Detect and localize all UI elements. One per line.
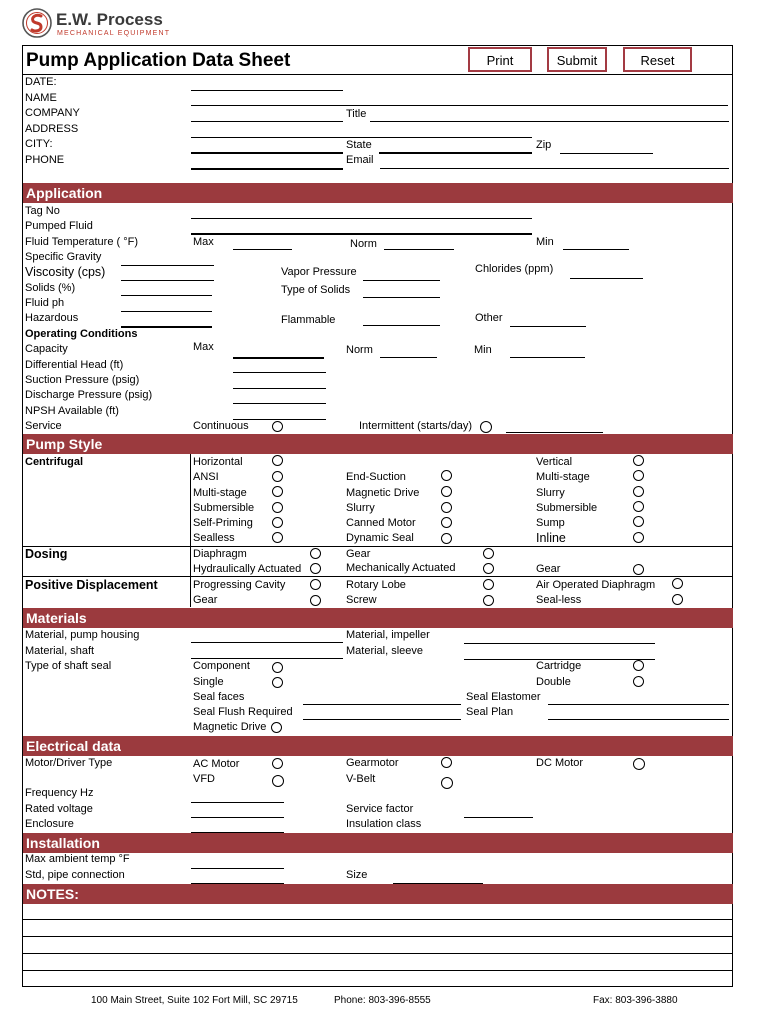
address-label: ADDRESS	[25, 123, 79, 135]
submersible-radio[interactable]	[272, 502, 283, 513]
centrifugal-divider	[23, 546, 733, 547]
dosing-label: Dosing	[25, 547, 68, 561]
sump-radio[interactable]	[633, 516, 644, 527]
continuous-radio[interactable]	[272, 421, 283, 432]
fluid-temp-label: Fluid Temperature ( °F)	[25, 236, 139, 248]
multistage-label: Multi-stage	[193, 487, 247, 499]
component-label: Component	[193, 660, 250, 672]
ansi-radio[interactable]	[272, 471, 283, 482]
pd-gear-radio[interactable]	[310, 595, 321, 606]
phone-field[interactable]	[191, 168, 343, 170]
hydraulically-actuated-label: Hydraulically Actuated	[193, 563, 302, 575]
mag-drive-label: Magnetic Drive	[193, 721, 267, 733]
capacity-max-field[interactable]	[233, 357, 324, 359]
single-label: Single	[193, 676, 224, 688]
ac-motor-radio[interactable]	[272, 758, 283, 769]
vertical-radio[interactable]	[633, 455, 644, 466]
dc-motor-label: DC Motor	[536, 757, 584, 769]
multistage-radio[interactable]	[272, 486, 283, 497]
capacity-label: Capacity	[25, 343, 68, 355]
zip-field[interactable]	[560, 153, 653, 154]
service-label: Service	[25, 420, 62, 432]
inline-radio[interactable]	[633, 532, 644, 543]
vapor-pressure-field[interactable]	[363, 280, 440, 281]
double-label: Double	[536, 676, 571, 688]
max-ambient-label: Max ambient temp °F	[25, 853, 130, 865]
enclosure-label: Enclosure	[25, 818, 74, 830]
self-priming-label: Self-Priming	[193, 517, 253, 529]
seal-plan-field[interactable]	[548, 719, 729, 720]
temp-norm-field[interactable]	[384, 249, 454, 250]
end-suction-radio[interactable]	[441, 470, 452, 481]
vertical-slurry-radio[interactable]	[633, 486, 644, 497]
screw-label: Screw	[346, 594, 377, 606]
type-of-solids-label: Type of Solids	[281, 284, 351, 296]
cartridge-radio[interactable]	[633, 660, 644, 671]
seal-elastomer-label: Seal Elastomer	[466, 691, 541, 703]
flammable-label: Flammable	[281, 314, 336, 326]
frequency-field[interactable]	[191, 802, 284, 803]
title-divider	[22, 74, 733, 75]
impeller-field[interactable]	[464, 643, 655, 644]
insulation-label: Insulation class	[346, 818, 422, 830]
notes-line[interactable]	[23, 919, 733, 920]
service-factor-label: Service factor	[346, 803, 414, 815]
installation-heading: Installation	[23, 833, 733, 853]
dosing-gear-radio[interactable]	[483, 548, 494, 559]
self-priming-radio[interactable]	[272, 517, 283, 528]
pumped-fluid-label: Pumped Fluid	[25, 220, 93, 232]
ansi-label: ANSI	[193, 471, 219, 483]
mechanically-actuated-radio[interactable]	[483, 563, 494, 574]
seal-less-label: Seal-less	[536, 594, 582, 606]
temp-min-label: Min	[536, 236, 554, 248]
rated-voltage-label: Rated voltage	[25, 803, 93, 815]
vfd-label: VFD	[193, 773, 215, 785]
diaphragm-label: Diaphragm	[193, 548, 247, 560]
inline-label: Inline	[536, 531, 566, 545]
single-radio[interactable]	[272, 677, 283, 688]
intermittent-radio[interactable]	[480, 421, 492, 433]
discharge-pressure-label: Discharge Pressure (psig)	[25, 389, 153, 401]
dosing-divider	[23, 576, 733, 577]
sump-label: Sump	[536, 517, 565, 529]
slurry-label: Slurry	[346, 502, 375, 514]
suction-pressure-field[interactable]	[233, 388, 326, 389]
solids-label: Solids (%)	[25, 282, 76, 294]
hydraulically-actuated-radio[interactable]	[310, 563, 321, 574]
gearmotor-radio[interactable]	[441, 757, 452, 768]
centrifugal-label: Centrifugal	[25, 456, 84, 468]
horizontal-label: Horizontal	[193, 456, 243, 468]
sealless-label: Sealless	[193, 532, 235, 544]
discharge-pressure-field[interactable]	[233, 403, 326, 404]
canned-motor-radio[interactable]	[441, 517, 452, 528]
email-label: Email	[346, 154, 374, 166]
gearmotor-label: Gearmotor	[346, 757, 399, 769]
dynamic-seal-radio[interactable]	[441, 533, 452, 544]
notes-line[interactable]	[23, 936, 733, 937]
diaphragm-radio[interactable]	[310, 548, 321, 559]
seal-elastomer-field[interactable]	[548, 704, 729, 705]
continuous-label: Continuous	[193, 420, 249, 432]
progressing-cavity-label: Progressing Cavity	[193, 579, 286, 591]
pump-style-divider	[190, 454, 191, 607]
driver-type-label: Motor/Driver Type	[25, 757, 113, 769]
intermittent-field[interactable]	[506, 432, 603, 433]
fluid-ph-field[interactable]	[121, 311, 212, 312]
magnetic-drive-label: Magnetic Drive	[346, 487, 420, 499]
rotary-lobe-radio[interactable]	[483, 579, 494, 590]
city-field[interactable]	[191, 152, 343, 154]
name-field[interactable]	[191, 105, 728, 106]
slurry-radio[interactable]	[441, 502, 452, 513]
seal-flush-label: Seal Flush Required	[193, 706, 293, 718]
title-label: Title	[346, 108, 367, 120]
footer-address: 100 Main Street, Suite 102 Fort Mill, SC 29715	[91, 995, 298, 1006]
company-name: E.W. Process	[56, 10, 163, 29]
vertical-label: Vertical	[536, 456, 573, 468]
component-radio[interactable]	[272, 662, 283, 673]
logo-mark-icon	[22, 8, 52, 38]
seal-faces-field[interactable]	[303, 704, 461, 705]
temp-max-field[interactable]	[233, 249, 292, 250]
date-label: DATE:	[25, 76, 57, 88]
temp-min-field[interactable]	[563, 249, 629, 250]
reset-button[interactable]: Reset	[623, 47, 692, 72]
end-suction-label: End-Suction	[346, 471, 406, 483]
sleeve-label: Material, sleeve	[346, 645, 424, 657]
tag-no-label: Tag No	[25, 205, 60, 217]
capacity-norm-label: Norm	[346, 344, 373, 356]
viscosity-field[interactable]	[121, 280, 214, 281]
vbelt-radio[interactable]	[441, 777, 453, 789]
capacity-min-field[interactable]	[510, 357, 585, 358]
address-field[interactable]	[191, 137, 532, 138]
seal-plan-label: Seal Plan	[466, 706, 514, 718]
vfd-radio[interactable]	[272, 775, 284, 787]
size-label: Size	[346, 869, 368, 881]
capacity-min-label: Min	[474, 344, 492, 356]
fluid-ph-label: Fluid ph	[25, 297, 65, 309]
chlorides-label: Chlorides (ppm)	[475, 263, 554, 275]
application-heading: Application	[23, 183, 733, 203]
notes-line[interactable]	[23, 953, 733, 954]
company-field[interactable]	[191, 121, 343, 122]
title-field[interactable]	[370, 121, 729, 122]
seal-faces-label: Seal faces	[193, 691, 245, 703]
type-of-solids-field[interactable]	[363, 297, 440, 298]
tag-no-field[interactable]	[191, 218, 532, 219]
mag-drive-radio[interactable]	[271, 722, 282, 733]
seal-flush-field[interactable]	[303, 719, 461, 720]
canned-motor-label: Canned Motor	[346, 517, 416, 529]
zip-label: Zip	[536, 139, 552, 151]
name-label: NAME	[25, 92, 57, 104]
seal-less-radio[interactable]	[672, 594, 683, 605]
vertical-submersible-label: Submersible	[536, 502, 598, 514]
city-label: CITY:	[25, 138, 53, 150]
temp-norm-label: Norm	[350, 238, 377, 250]
shaft-field[interactable]	[191, 658, 343, 659]
materials-heading: Materials	[23, 608, 733, 628]
diff-head-field[interactable]	[233, 372, 326, 373]
impeller-label: Material, impeller	[346, 629, 430, 641]
footer-fax: Fax: 803-396-3880	[593, 995, 678, 1006]
service-factor-field[interactable]	[464, 817, 533, 818]
dynamic-seal-label: Dynamic Seal	[346, 532, 414, 544]
dosing-gear-label: Gear	[346, 548, 371, 560]
notes-heading: NOTES:	[23, 884, 733, 904]
max-ambient-field[interactable]	[191, 868, 284, 869]
housing-field[interactable]	[191, 642, 343, 643]
dosing-gear2-radio[interactable]	[633, 564, 644, 575]
progressing-cavity-radio[interactable]	[310, 579, 321, 590]
aod-label: Air Operated Diaphragm	[536, 579, 656, 591]
intermittent-label: Intermittent (starts/day)	[359, 420, 473, 432]
date-field[interactable]	[191, 90, 343, 91]
company-label: COMPANY	[25, 107, 80, 119]
rotary-lobe-label: Rotary Lobe	[346, 579, 406, 591]
ac-motor-label: AC Motor	[193, 758, 240, 770]
vertical-multistage-label: Multi-stage	[536, 471, 590, 483]
electrical-heading: Electrical data	[23, 736, 733, 756]
diff-head-label: Differential Head (ft)	[25, 359, 124, 371]
state-label: State	[346, 139, 372, 151]
specific-gravity-field[interactable]	[121, 265, 214, 266]
shaft-label: Material, shaft	[25, 645, 95, 657]
submersible-label: Submersible	[193, 502, 255, 514]
capacity-max-label: Max	[193, 341, 214, 353]
horizontal-radio[interactable]	[272, 455, 283, 466]
print-button[interactable]: Print	[468, 47, 532, 72]
specific-gravity-label: Specific Gravity	[25, 251, 102, 263]
footer-phone: Phone: 803-396-8555	[334, 995, 431, 1006]
vertical-slurry-label: Slurry	[536, 487, 565, 499]
other-field[interactable]	[510, 326, 586, 327]
hazardous-label: Hazardous	[25, 312, 79, 324]
page-title: Pump Application Data Sheet	[26, 50, 291, 71]
dc-motor-radio[interactable]	[633, 758, 645, 770]
vertical-submersible-radio[interactable]	[633, 501, 644, 512]
solids-field[interactable]	[121, 295, 212, 296]
frequency-label: Frequency Hz	[25, 787, 94, 799]
company-logo	[22, 7, 172, 41]
mechanically-actuated-label: Mechanically Actuated	[346, 562, 456, 574]
temp-max-label: Max	[193, 236, 214, 248]
housing-label: Material, pump housing	[25, 629, 140, 641]
notes-line[interactable]	[23, 970, 733, 971]
magnetic-drive-radio[interactable]	[441, 486, 452, 497]
dosing-gear2-label: Gear	[536, 563, 561, 575]
pumped-fluid-field[interactable]	[191, 233, 532, 235]
cartridge-label: Cartridge	[536, 660, 582, 672]
npsh-label: NPSH Available (ft)	[25, 405, 119, 417]
other-label: Other	[475, 312, 503, 324]
capacity-norm-field[interactable]	[380, 357, 437, 358]
viscosity-label: Viscosity (cps)	[25, 265, 106, 279]
company-tagline: MECHANICAL EQUIPMENT	[57, 30, 171, 37]
aod-radio[interactable]	[672, 578, 683, 589]
vertical-multistage-radio[interactable]	[633, 470, 644, 481]
phone-label: PHONE	[25, 154, 65, 166]
vbelt-label: V-Belt	[346, 773, 376, 785]
operating-conditions-label: Operating Conditions	[25, 328, 138, 340]
positive-displacement-label: Positive Displacement	[25, 578, 158, 592]
vapor-pressure-label: Vapor Pressure	[281, 266, 357, 278]
submit-button[interactable]: Submit	[547, 47, 607, 72]
flammable-field[interactable]	[363, 325, 440, 326]
double-radio[interactable]	[633, 676, 644, 687]
sealless-radio[interactable]	[272, 532, 283, 543]
email-field[interactable]	[380, 168, 729, 169]
chlorides-field[interactable]	[570, 278, 643, 279]
pump-style-heading: Pump Style	[23, 434, 733, 454]
pipe-connection-label: Std, pipe connection	[25, 869, 125, 881]
suction-pressure-label: Suction Pressure (psig)	[25, 374, 140, 386]
state-field[interactable]	[379, 152, 532, 154]
rated-voltage-field[interactable]	[191, 817, 284, 818]
shaft-seal-label: Type of shaft seal	[25, 660, 112, 672]
pd-gear-label: Gear	[193, 594, 218, 606]
screw-radio[interactable]	[483, 595, 494, 606]
